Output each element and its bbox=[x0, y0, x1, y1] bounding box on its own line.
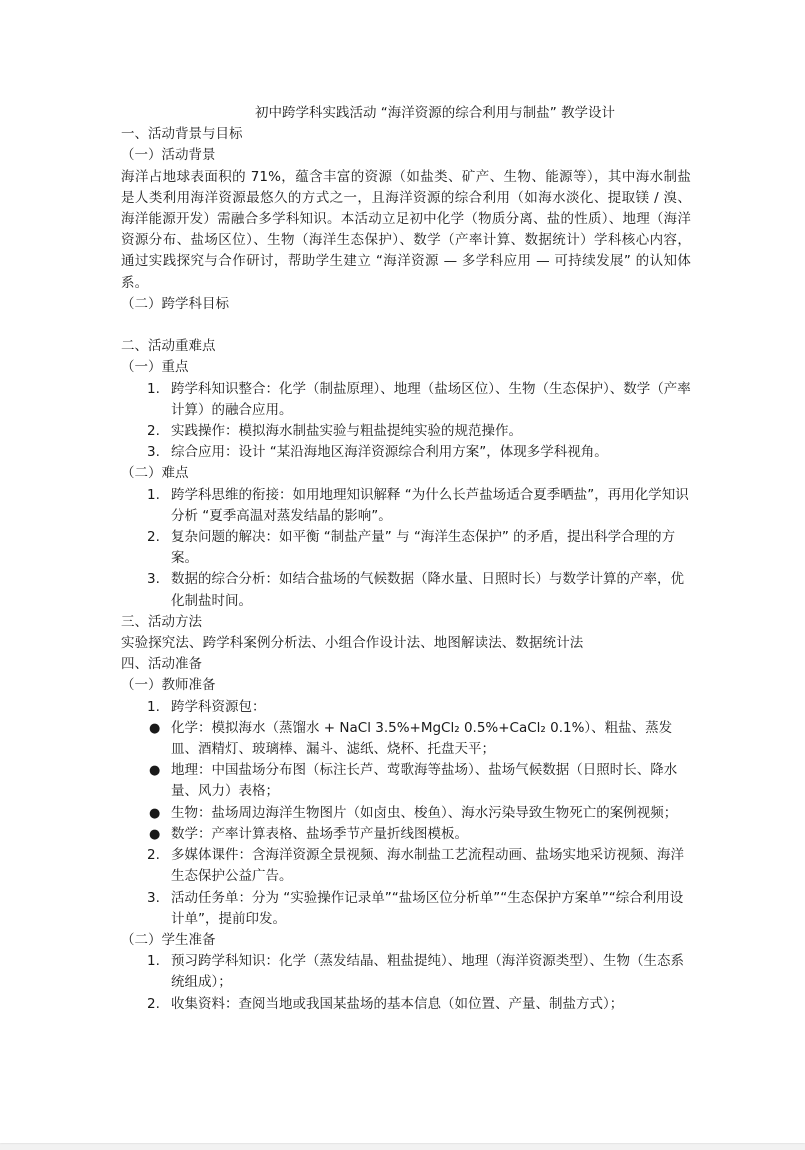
list-text: 活动任务单：分为 “实验操作记录单”“盐场区位分析单”“生态保护方案单”“综合利用设计单”，提前印发。 bbox=[171, 889, 684, 927]
bullet-icon: ● bbox=[149, 763, 161, 779]
list-number: 3. bbox=[147, 571, 160, 588]
document-title: 初中跨学科实践活动 “海洋资源的综合利用与制盐” 教学设计 bbox=[254, 105, 616, 121]
list-text: 综合应用：设计 “某沿海地区海洋资源综合利用方案”，体现多学科视角。 bbox=[171, 444, 608, 461]
list-text: 预习跨学科知识：化学（蒸发结晶、粗盐提纯）、地理（海洋资源类型）、生物（生态系统组成）； bbox=[171, 953, 684, 991]
bullet-icon: ● bbox=[149, 805, 161, 821]
subsection-heading-interdisciplinary-goals: （二）跨学科目标 bbox=[121, 295, 229, 312]
bullet-icon: ● bbox=[149, 720, 161, 736]
bullet-text: 数学：产率计算表格、盐场季节产量折线图模板。 bbox=[171, 825, 468, 842]
background-paragraph: 海洋占地球表面积的 71%，蕴含丰富的资源（如盐类、矿产、生物、能源等），其中海水制盐是人类利用海洋资源最悠久的方式之一，且海洋资源的综合利用（如海水淡化、提取镁 / 溴、海洋能源开发）需融合多学科知识。本活动立足初中化学（物质分离、盐的性质）、地理（海洋资源分布、盐场区位）、生物（海洋生态保护）、数学（产率计算、数据统计）学科核心内容，通过实践探究与合作研讨，帮助学生建立 “海洋资源 — 多学科应用 — 可持续发展” 的认知体系。 bbox=[121, 168, 691, 291]
list-item bbox=[121, 845, 691, 887]
bullet-icon: ● bbox=[149, 826, 161, 842]
list-number: 3. bbox=[147, 889, 160, 906]
list-number: 1. bbox=[147, 698, 160, 715]
list-item bbox=[121, 569, 691, 611]
bullet-item bbox=[121, 803, 691, 824]
list-number: 2. bbox=[147, 423, 160, 440]
list-number: 1. bbox=[147, 380, 160, 397]
bullet-text: 地理：中国盐场分布图（标注长芦、莺歌海等盐场）、盐场气候数据（日照时长、降水量、风力）表格； bbox=[171, 762, 678, 800]
list-item bbox=[121, 994, 691, 1015]
list-item bbox=[121, 527, 691, 569]
list-number: 3. bbox=[147, 444, 160, 461]
list-number: 1. bbox=[147, 953, 160, 970]
list-text: 复杂问题的解决：如平衡 “制盐产量” 与 “海洋生态保护” 的矛盾，提出科学合理的方案。 bbox=[171, 529, 676, 567]
subsection-heading-key-points: （一）重点 bbox=[121, 359, 189, 376]
list-text: 收集资料：查阅当地或我国某盐场的基本信息（如位置、产量、制盐方式）； bbox=[171, 995, 624, 1012]
list-text: 多媒体课件：含海洋资源全景视频、海水制盐工艺流程动画、盐场实地采访视频、海洋生态保护公益广告。 bbox=[171, 847, 684, 885]
bullet-item bbox=[121, 718, 691, 760]
section-heading-key-difficult-points: 二、活动重难点 bbox=[121, 338, 216, 355]
subsection-heading-background: （一）活动背景 bbox=[121, 147, 216, 164]
section-heading-preparation: 四、活动准备 bbox=[121, 656, 202, 673]
list-number: 2. bbox=[147, 529, 160, 546]
section-heading-methods: 三、活动方法 bbox=[121, 613, 202, 630]
subsection-heading-student-prep: （二）学生准备 bbox=[121, 931, 216, 948]
document-body bbox=[121, 103, 691, 1015]
list-item bbox=[121, 442, 691, 463]
list-item bbox=[121, 888, 691, 930]
list-text: 跨学科思维的衔接：如用地理知识解释 “为什么长芦盐场适合夏季晒盐”，再用化学知识分析 “夏季高温对蒸发结晶的影响”。 bbox=[171, 486, 689, 524]
list-number: 2. bbox=[147, 995, 160, 1012]
list-item bbox=[121, 421, 691, 442]
bullet-item bbox=[121, 760, 691, 802]
list-item bbox=[121, 485, 691, 527]
subsection-heading-teacher-prep: （一）教师准备 bbox=[121, 677, 216, 694]
methods-text: 实验探究法、跨学科案例分析法、小组合作设计法、地图解读法、数据统计法 bbox=[121, 635, 584, 652]
bullet-text: 生物：盐场周边海洋生物图片（如卤虫、梭鱼）、海水污染导致生物死亡的案例视频； bbox=[171, 804, 678, 821]
list-text: 跨学科知识整合：化学（制盐原理）、地理（盐场区位）、生物（生态保护）、数学（产率计算）的融合应用。 bbox=[171, 380, 691, 418]
list-text: 跨学科资源包： bbox=[171, 698, 266, 715]
list-text: 实践操作：模拟海水制盐实验与粗盐提纯实验的规范操作。 bbox=[171, 423, 522, 440]
bullet-item bbox=[121, 824, 691, 845]
list-text: 数据的综合分析：如结合盐场的气候数据（降水量、日照时长）与数学计算的产率，优化制盐时间。 bbox=[171, 571, 684, 609]
bullet-text: 化学：模拟海水（蒸馏水 + NaCl 3.5%+MgCl₂ 0.5%+CaCl₂ 0.1%）、粗盐、蒸发皿、酒精灯、玻璃棒、漏斗、滤纸、烧杯、托盘天平； bbox=[171, 719, 673, 758]
list-item bbox=[121, 379, 691, 421]
blank-line bbox=[121, 315, 691, 336]
section-heading-background-goals: 一、活动背景与目标 bbox=[121, 126, 243, 143]
subsection-heading-difficult-points: （二）难点 bbox=[121, 465, 189, 482]
list-item bbox=[121, 951, 691, 993]
list-item bbox=[121, 697, 691, 718]
list-number: 1. bbox=[147, 486, 160, 503]
list-number: 2. bbox=[147, 847, 160, 864]
